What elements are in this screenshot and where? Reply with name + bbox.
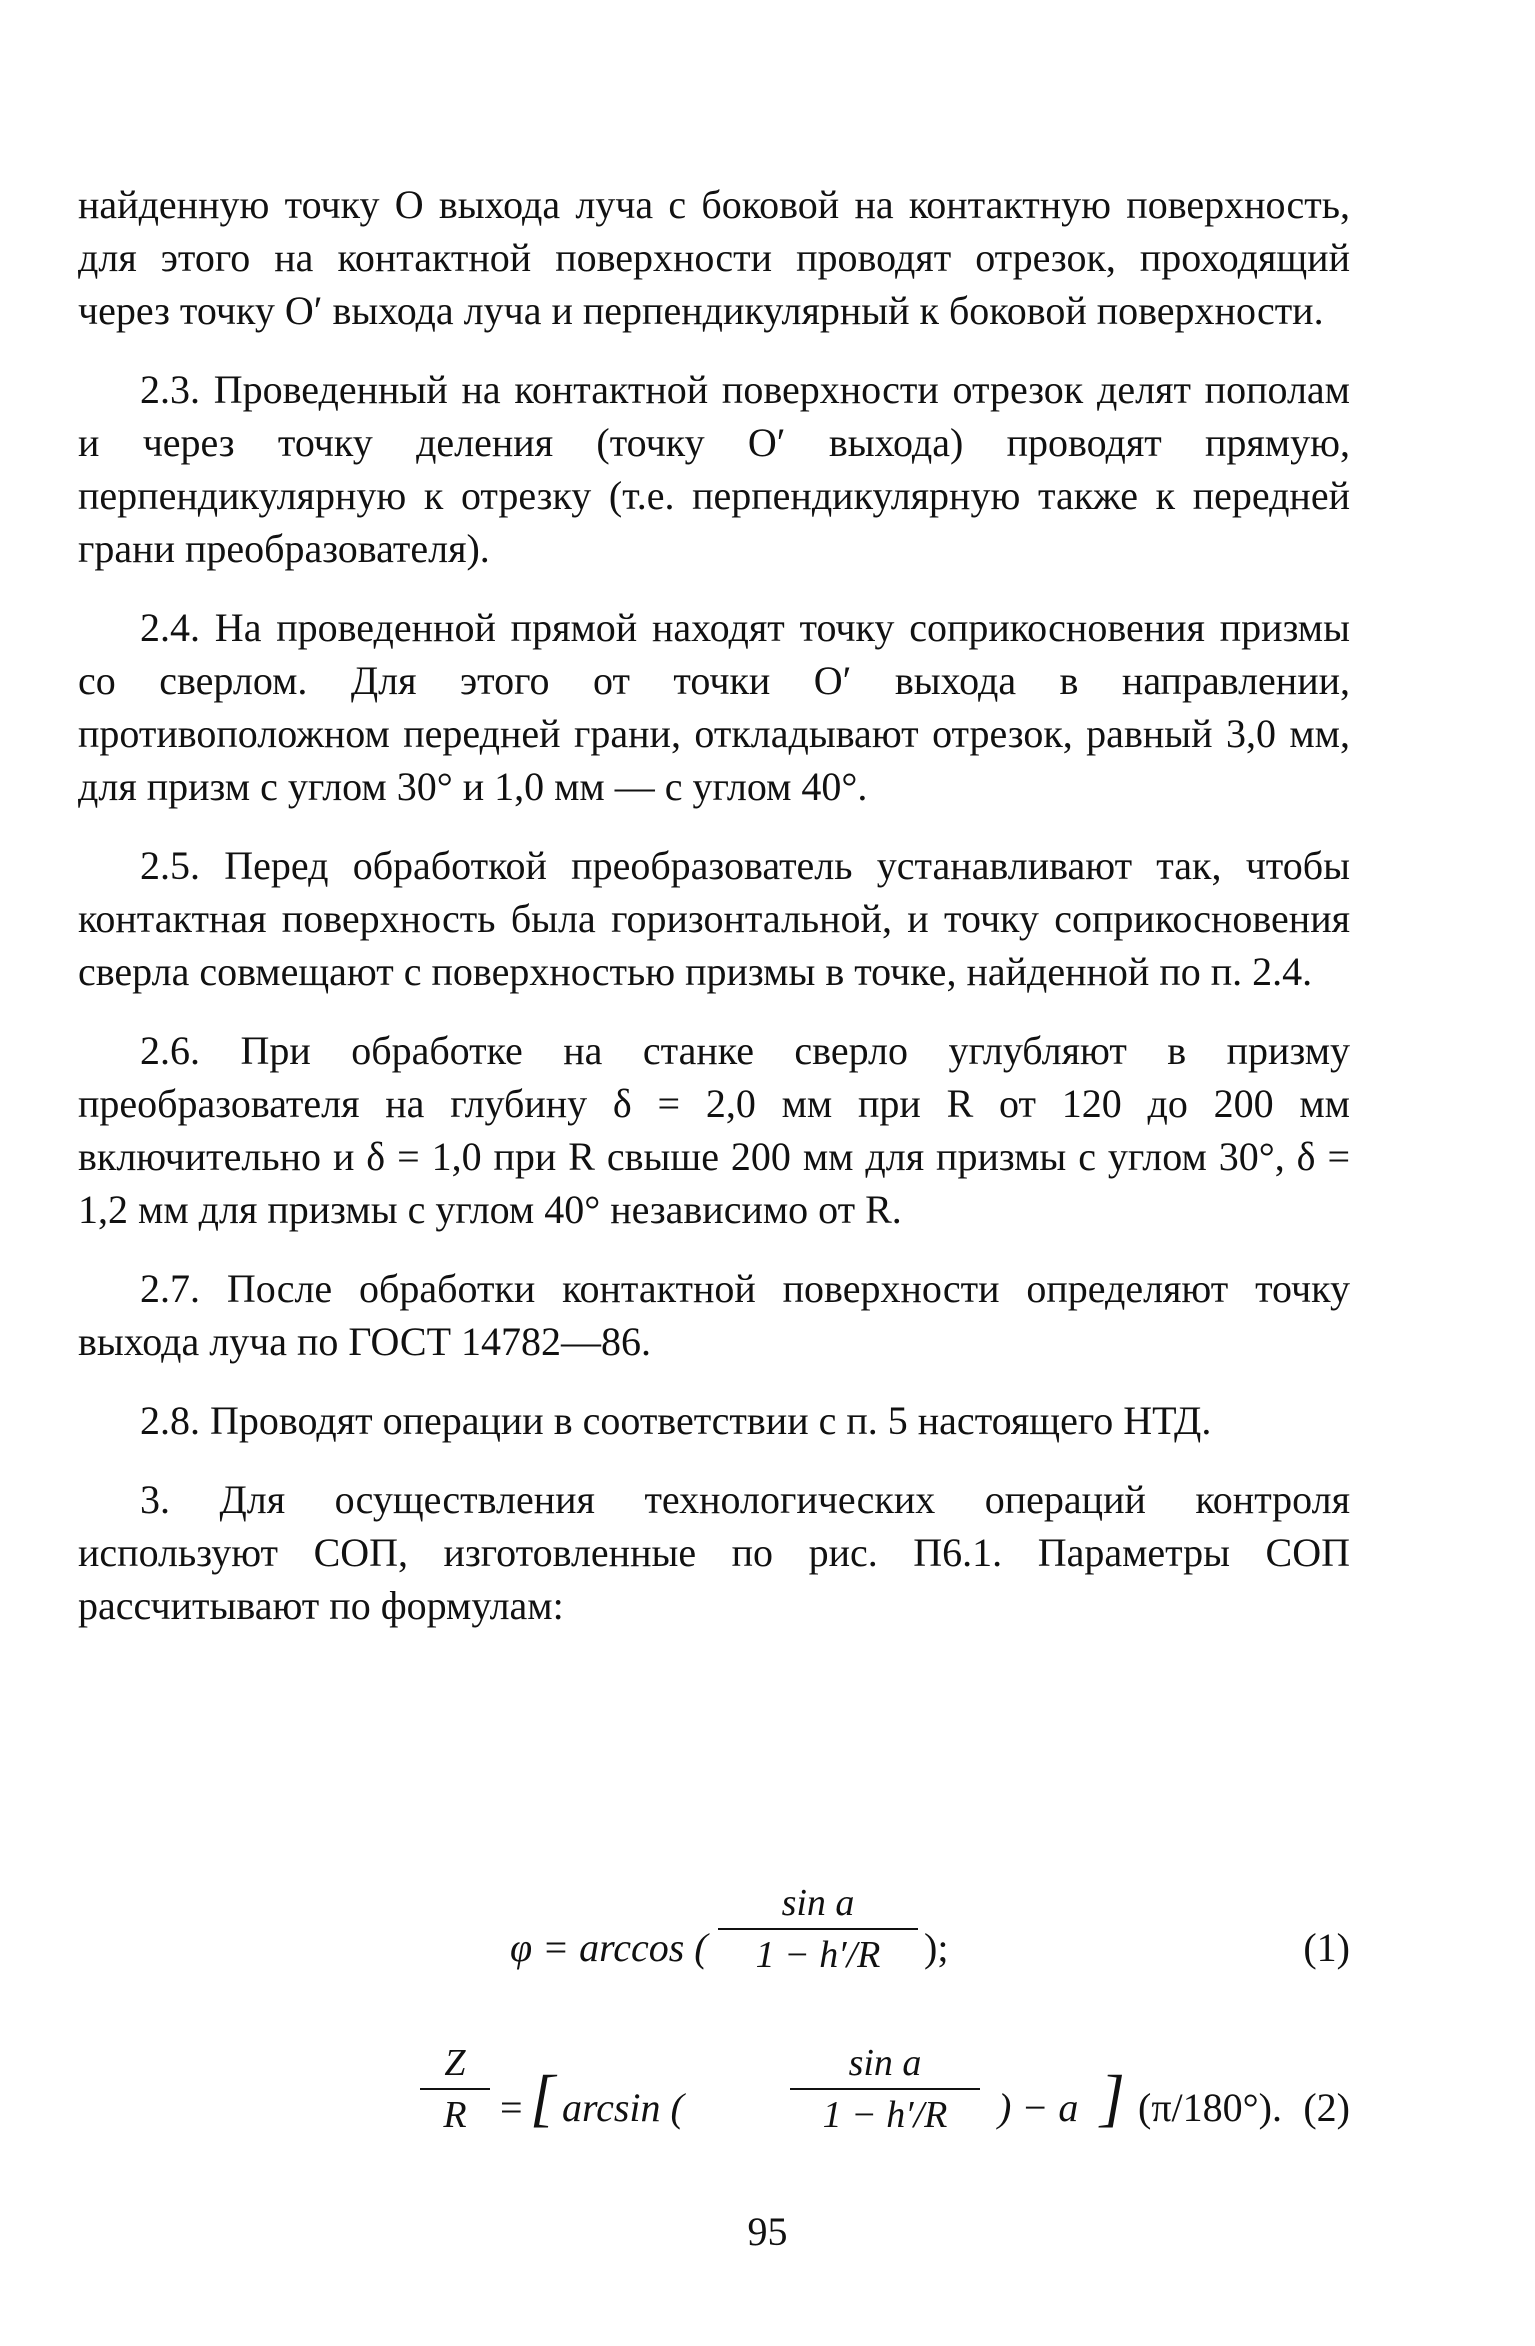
- paragraph-2-4: 2.4. На проведенной прямой находят точку соприкосновения призмы со сверлом. Для этого от точки О′ выхода в направлении, противоположном передней грани, откладывают отрезок, равный 3,0 мм, для призм с углом 30° и 1,0 мм — с углом 40°.: [78, 605, 1350, 809]
- formula-1-denominator: 1 − h′/R: [755, 1934, 881, 1976]
- formula-1-fraction: [718, 1880, 918, 1978]
- formula-2-fraction: [790, 2040, 980, 2138]
- formula-1-lhs: φ = arccos (: [510, 1925, 708, 1970]
- formula-2-number: (2): [1303, 2085, 1350, 2130]
- formula-2-numerator: sin a: [848, 2042, 922, 2084]
- formula-2-lhs-numerator: Z: [444, 2042, 466, 2084]
- paragraph-3: 3. Для осуществления технологических операций контроля используют СОП, изготовленные по рис. П6.1. Параметры СОП рассчитывают по формулам:: [78, 1477, 1350, 1628]
- formula-2-tail-b: (π/180°).: [1138, 2085, 1282, 2130]
- formula-2-lhs-bar: [420, 2088, 490, 2090]
- paragraph-2-3: 2.3. Проведенный на контактной поверхности отрезок делят пополам и через точку деления (точку О′ выхода) проводят прямую, перпендикулярную к отрезку (т.е. перпендикулярную также к передней грани преобразователя).: [78, 367, 1350, 571]
- formula-2-lhs-fraction: [420, 2040, 490, 2138]
- formula-2: [78, 2040, 1350, 2160]
- formula-2-func: arcsin (: [562, 2085, 684, 2130]
- formula-1-numerator: sin a: [781, 1882, 855, 1924]
- formula-2-fraction-bar: [790, 2088, 980, 2090]
- formula-1-fraction-bar: [718, 1928, 918, 1930]
- formula-2-lhs-denominator: R: [443, 2094, 467, 2136]
- formula-2-tail-a: ) − a: [998, 2085, 1079, 2130]
- formula-1: [78, 1880, 1350, 2000]
- page-number: 95: [747, 2209, 788, 2254]
- paragraph-2-5: 2.5. Перед обработкой преобразователь устанавливают так, чтобы контактная поверхность была горизонтальной, и точку соприкосновения сверла совмещают с поверхностью призмы в точке, найденной по п. 2.4.: [78, 843, 1350, 994]
- formula-2-equals: =: [500, 2085, 523, 2130]
- paragraph-continuation: найденную точку О выхода луча с боковой на контактную поверхность, для этого на контактной поверхности проводят отрезок, проходящий через точку О′ выхода луча и перпендикулярный к боковой поверхности.: [78, 182, 1350, 333]
- paragraph-2-7: 2.7. После обработки контактной поверхности определяют точку выхода луча по ГОСТ 14782—86.: [78, 1266, 1350, 1364]
- formula-2-denominator: 1 − h′/R: [822, 2094, 948, 2136]
- document-body: [78, 178, 1350, 1658]
- formula-1-number: (1): [1303, 1925, 1350, 1970]
- paragraph-2-6: 2.6. При обработке на станке сверло углубляют в призму преобразователя на глубину δ = 2,0 мм при R от 120 до 200 мм включительно и δ = 1,0 при R свыше 200 мм для призмы с углом 30°, δ = 1,2 мм для призмы с углом 40° независимо от R.: [78, 1028, 1350, 1232]
- formula-2-close-bracket: ]: [1100, 2062, 1125, 2133]
- formula-2-open-bracket: [: [530, 2062, 555, 2133]
- paragraph-2-8: 2.8. Проводят операции в соответствии с п. 5 настоящего НТД.: [140, 1398, 1212, 1443]
- formula-1-tail: );: [924, 1925, 949, 1970]
